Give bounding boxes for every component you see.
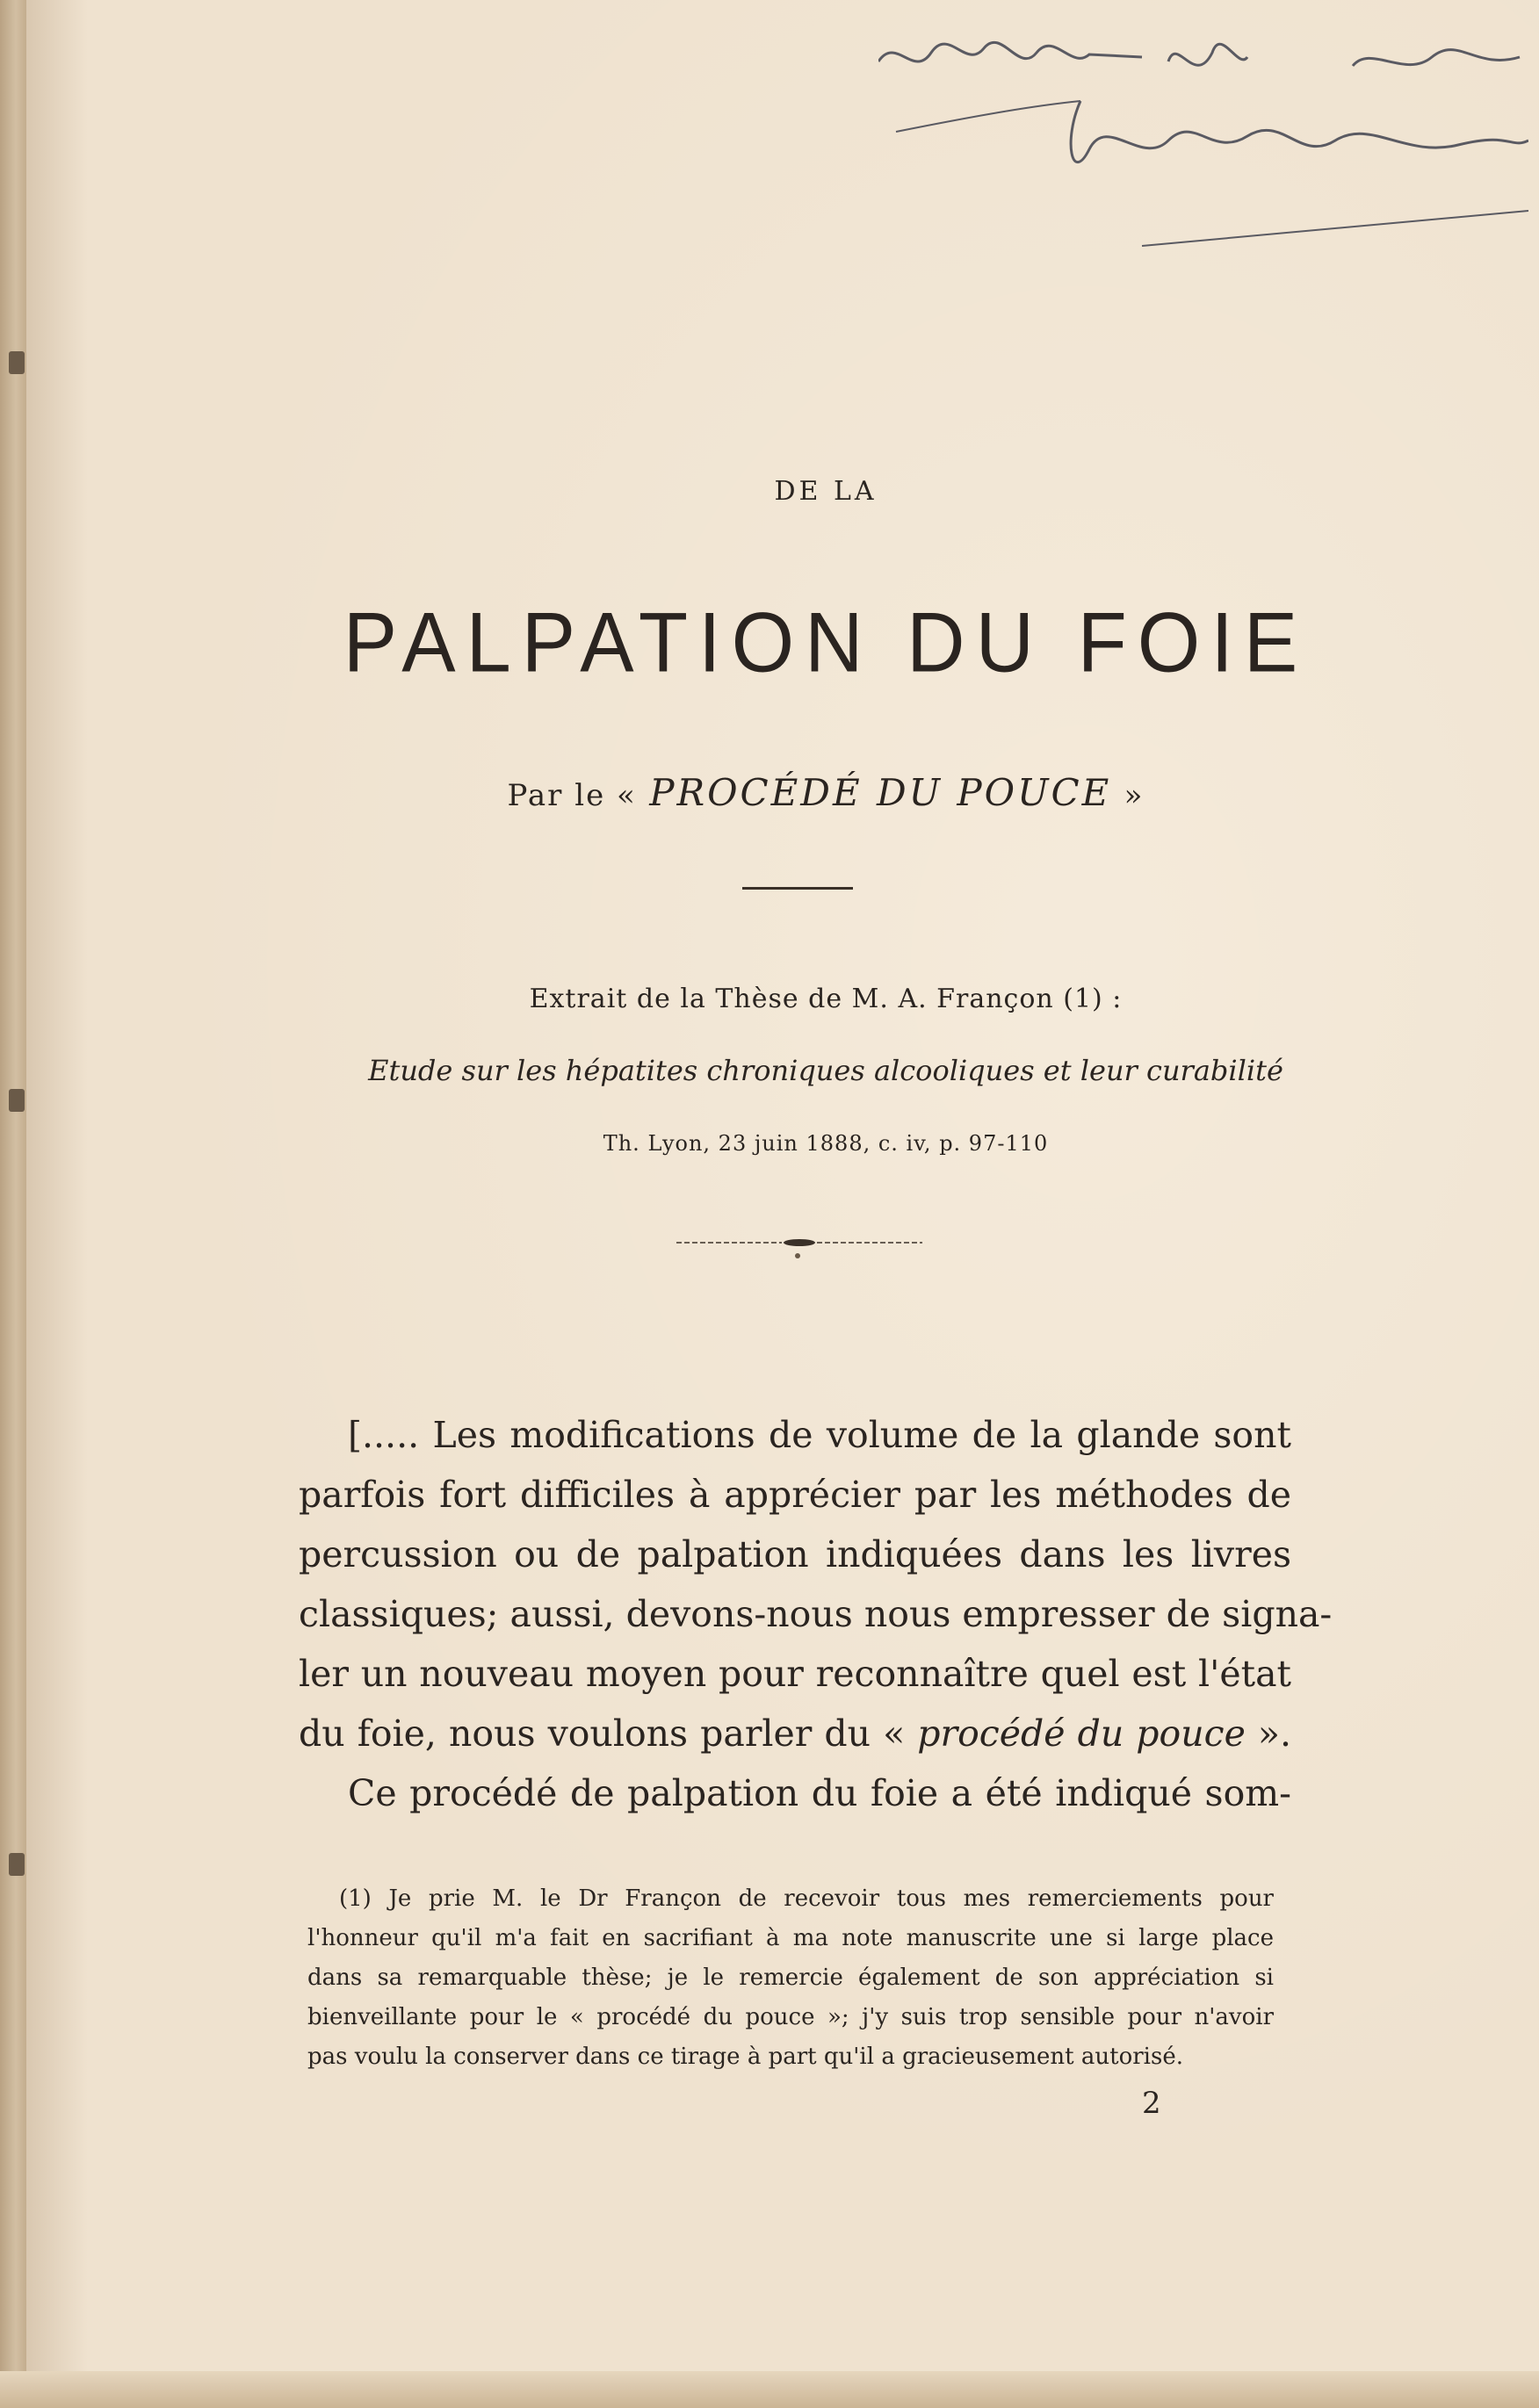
thesis-title: Etude sur les hépatites chroniques alcooliques et leur curabilité: [368, 1054, 1283, 1087]
binding-thread-mark: [9, 1089, 25, 1112]
horizontal-rule: [742, 887, 853, 890]
page-number: 2: [1142, 2086, 1161, 2121]
header-small-text: DE LA: [774, 476, 878, 507]
body-line-prefix: du foie, nous voulons parler du «: [299, 1712, 906, 1755]
footnote-line: l'honneur qu'il m'a fait en sacrifiant à ma note manuscrite une si large place: [307, 1925, 1274, 1951]
footnote-line: pas voulu la conserver dans ce tirage à part qu'il a gracieusement autorisé.: [307, 2044, 1183, 2070]
body-line: Ce procédé de palpation du foie a été indiqué som-: [348, 1772, 1291, 1814]
body-line: ler un nouveau moyen pour reconnaître quel est l'état: [299, 1653, 1291, 1695]
book-spine: [0, 0, 26, 2408]
footnote-line: (1) Je prie M. le Dr Françon de recevoir tous mes remerciements pour: [339, 1885, 1274, 1912]
footnote-line: bienveillante pour le « procédé du pouce »; j'y suis trop sensible pour n'avoir: [307, 2004, 1274, 2030]
subtitle: [264, 771, 1388, 814]
footnote: [307, 1879, 1274, 2077]
page-bottom-edge: [0, 2371, 1539, 2408]
binding-thread-mark: [9, 351, 25, 374]
subtitle-prefix: Par le «: [507, 778, 637, 813]
body-line: classiques; aussi, devons-nous nous empresser de signa-: [299, 1593, 1333, 1635]
ornament-divider: [668, 1229, 931, 1265]
subtitle-emphasis: PROCÉDÉ DU POUCE: [649, 771, 1112, 814]
body-paragraph: [299, 1405, 1333, 1823]
thesis-reference: Th. Lyon, 23 juin 1888, c. iv, p. 97-110: [603, 1131, 1049, 1156]
body-line-emphasis: procédé du pouce: [905, 1712, 1246, 1755]
binding-thread-mark: [9, 1853, 25, 1876]
footnote-line: dans sa remarquable thèse; je le remercie également de son appréciation si: [307, 1965, 1274, 1991]
page-title: PALPATION DU FOIE: [343, 595, 1309, 690]
extract-line: Extrait de la Thèse de M. A. Françon (1) :: [529, 984, 1123, 1014]
subtitle-suffix: »: [1124, 778, 1145, 813]
body-line-suffix: ».: [1245, 1712, 1291, 1755]
body-line: [..... Les modifications de volume de la glande sont: [348, 1414, 1291, 1456]
handwritten-dedication: [878, 18, 1528, 263]
body-line: parfois fort difficiles à apprécier par les méthodes de: [299, 1474, 1291, 1516]
body-line: [299, 1704, 1291, 1763]
body-line: percussion ou de palpation indiquées dans les livres: [299, 1533, 1291, 1575]
